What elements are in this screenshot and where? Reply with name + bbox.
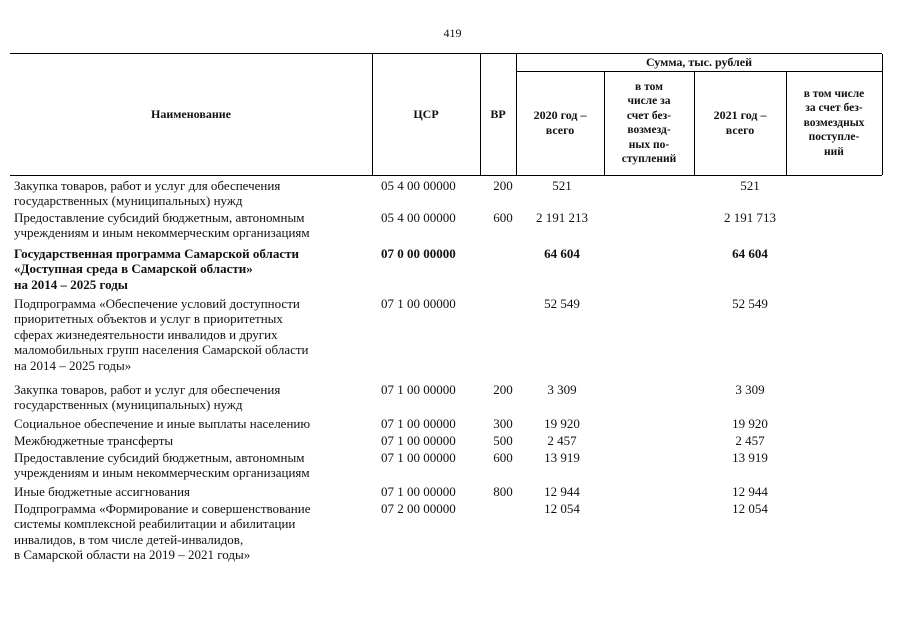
row-name: Предоставление субсидий бюджетным, автономным учреждениям и иным некоммерческим организациям (14, 210, 310, 241)
row-csr: 07 1 00 00000 (381, 296, 456, 311)
row-name: Подпрограмма «Формирование и совершенствование системы комплексной реабилитации и абилитации инвалидов, в том числе детей-инвалидов, в Самарской области на 2019 – 2021 годы» (14, 501, 311, 563)
header-2020-total: 2020 год – всего (533, 108, 587, 137)
row-vr: 600 (493, 450, 513, 465)
row-csr: 07 1 00 00000 (381, 416, 456, 431)
row-2020: 2 191 213 (536, 210, 588, 225)
header-sum: Сумма, тыс. рублей (645, 55, 753, 69)
row-name: Иные бюджетные ассигнования (14, 484, 191, 499)
header-name: Наименование (151, 107, 231, 121)
row-csr: 07 1 00 00000 (381, 382, 456, 397)
row-name: Закупка товаров, работ и услуг для обеспечения государственных (муниципальных) нужд (14, 382, 281, 413)
header-2020-free: в том числе за счет без- возмезд- ных по- ступлений (621, 80, 677, 165)
row-2021: 12 054 (732, 501, 768, 516)
row-2021: 3 309 (735, 382, 765, 397)
row-csr: 07 1 00 00000 (381, 450, 456, 465)
row-2021: 521 (740, 178, 760, 193)
row-name: Социальное обеспечение и иные выплаты населению (14, 416, 311, 431)
row-2021: 64 604 (732, 246, 768, 261)
row-vr: 200 (493, 382, 513, 397)
row-2020: 521 (552, 178, 572, 193)
row-name: Государственная программа Самарской области «Доступная среда в Самарской области» на 2014 – 2025 годы (14, 246, 299, 292)
row-vr: 200 (493, 178, 513, 193)
row-2021: 13 919 (732, 450, 768, 465)
header-2021-total: 2021 год – всего (713, 108, 767, 137)
row-2020: 52 549 (544, 296, 580, 311)
row-2020: 64 604 (544, 246, 580, 261)
row-csr: 07 1 00 00000 (381, 433, 456, 448)
row-2020: 2 457 (547, 433, 577, 448)
row-csr: 05 4 00 00000 (381, 210, 456, 225)
row-2021: 2 457 (735, 433, 765, 448)
row-2020: 13 919 (544, 450, 580, 465)
row-2020: 3 309 (547, 382, 577, 397)
table-header (10, 53, 882, 176)
row-name: Закупка товаров, работ и услуг для обеспечения государственных (муниципальных) нужд (14, 178, 281, 209)
row-2021: 52 549 (732, 296, 768, 311)
row-2020: 19 920 (544, 416, 580, 431)
row-2021: 12 944 (732, 484, 768, 499)
column-divider (882, 54, 883, 175)
row-name: Предоставление субсидий бюджетным, автономным учреждениям и иным некоммерческим организациям (14, 450, 310, 481)
row-name: Межбюджетные трансферты (14, 433, 174, 448)
row-name: Подпрограмма «Обеспечение условий доступности приоритетных объектов и услуг в приоритетных сферах жизнедеятельности инвалидов и других маломобильных групп населения Самарской области на 2014 – 2025 годы» (14, 296, 309, 373)
row-2020: 12 944 (544, 484, 580, 499)
header-vr: ВР (490, 107, 506, 121)
row-csr: 05 4 00 00000 (381, 178, 456, 193)
header-2021-free: в том числе за счет без- возмездных поступле- ний (803, 87, 865, 158)
row-2021: 2 191 713 (724, 210, 776, 225)
row-csr: 07 2 00 00000 (381, 501, 456, 516)
row-vr: 300 (493, 416, 513, 431)
header-csr: ЦСР (413, 107, 439, 121)
row-csr: 07 0 00 00000 (381, 246, 456, 261)
row-2021: 19 920 (732, 416, 768, 431)
row-vr: 500 (493, 433, 513, 448)
page-number: 419 (443, 26, 462, 40)
row-2020: 12 054 (544, 501, 580, 516)
row-vr: 800 (493, 484, 513, 499)
row-csr: 07 1 00 00000 (381, 484, 456, 499)
row-vr: 600 (493, 210, 513, 225)
